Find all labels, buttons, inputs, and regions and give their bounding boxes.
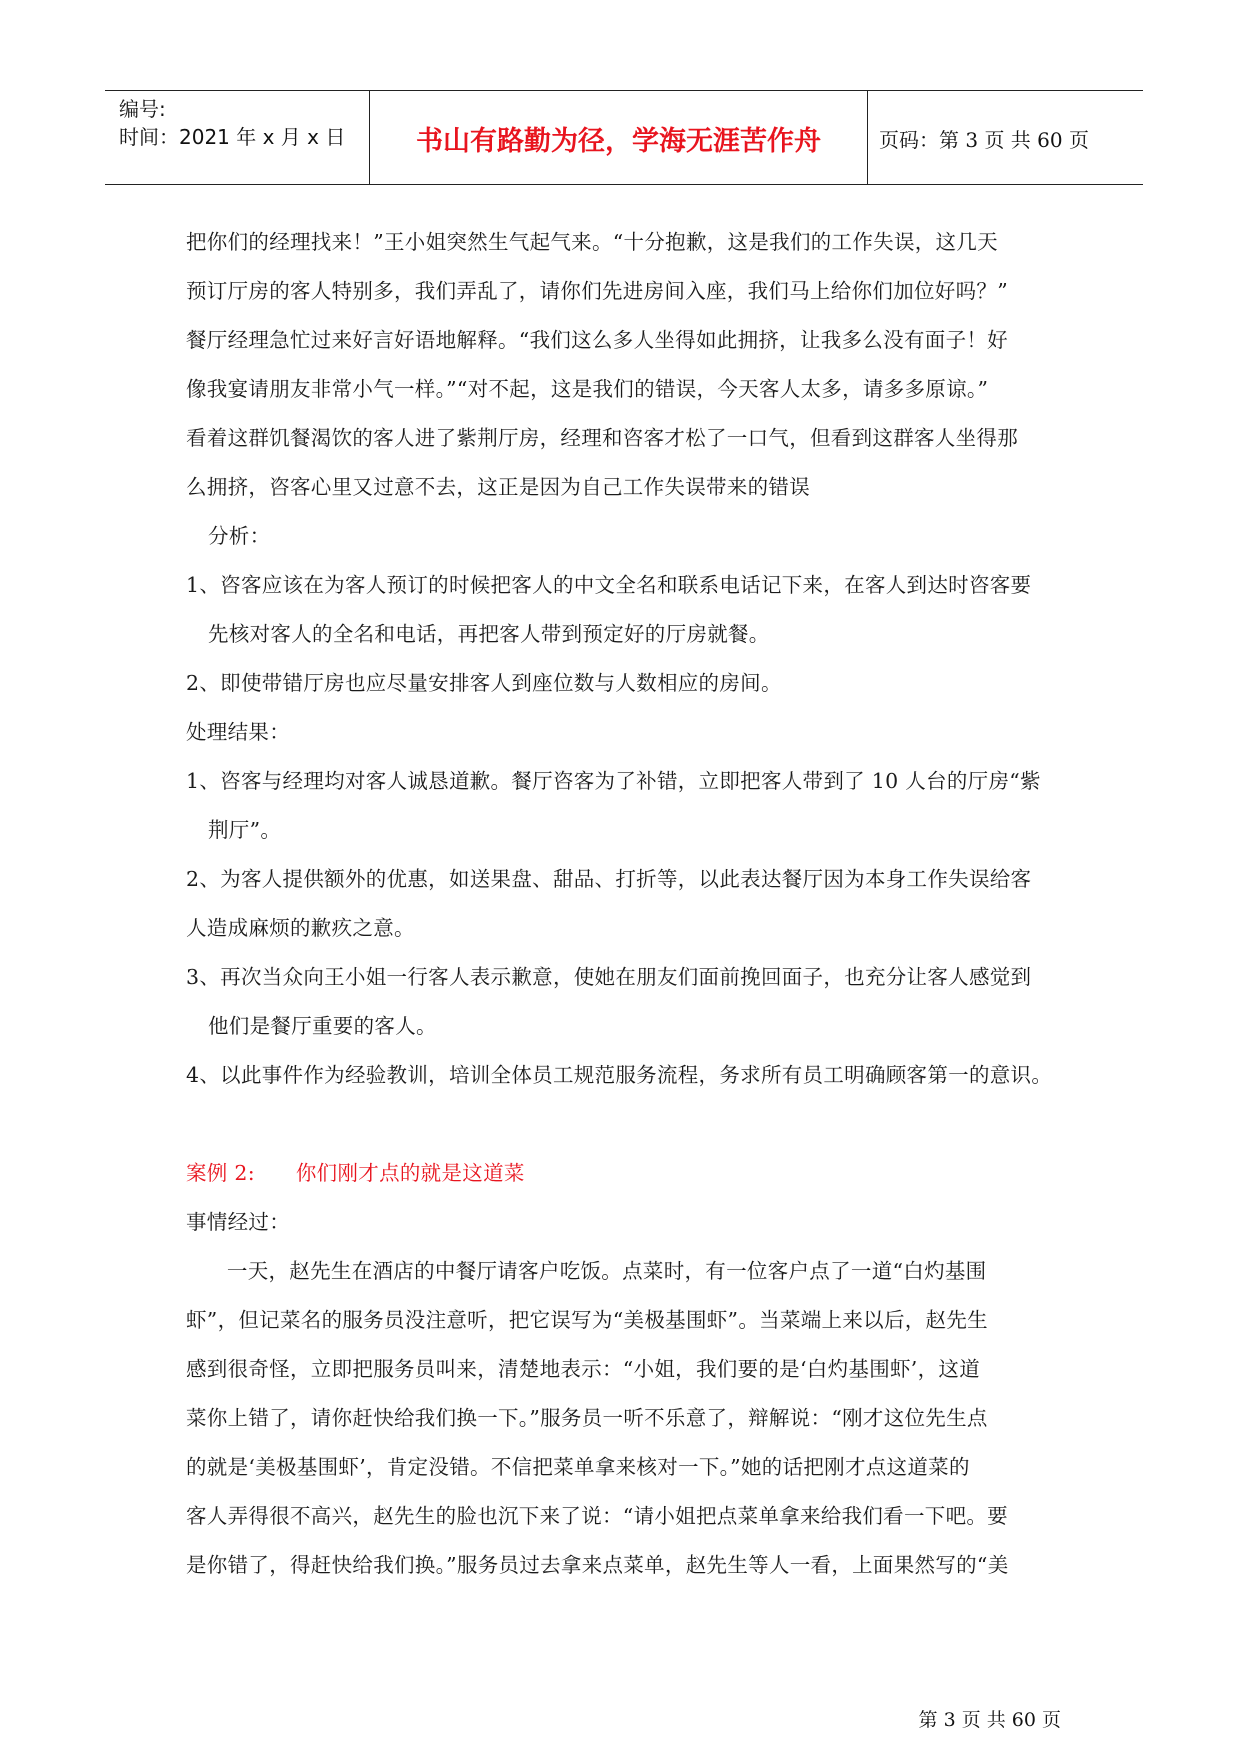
analysis-list [186, 561, 1066, 708]
document-body [186, 218, 1066, 1590]
text-line: 把你们的经理找来！”王小姐突然生气起气来。“十分抱歉，这是我们的工作失误，这几天 [186, 230, 998, 254]
text-line: 一天，赵先生在酒店的中餐厅请客户吃饭。点菜时，有一位客户点了一道“白灼基围 [186, 1259, 987, 1283]
number-label: 编号: [119, 97, 166, 121]
list-item: 2、为客人提供额外的优惠，如送果盘、甜品、打折等，以此表达餐厅因为本身工作失误给客 [186, 867, 1032, 891]
paragraph-1 [186, 218, 1066, 512]
motto: 书山有路勤为径，学海无涯苦作舟 [416, 126, 821, 157]
text-line: 的就是‘美极基围虾’，肯定没错。不信把菜单拿来核对一下。”她的话把刚才点这道菜的 [186, 1455, 970, 1479]
list-item: 1、咨客与经理均对客人诚恳道歉。餐厅咨客为了补错，立即把客人带到了 10 人台的厅房“紫 [186, 769, 1041, 793]
event-label: 事情经过： [186, 1210, 290, 1234]
text-line: 像我宴请朋友非常小气一样。”“对不起，这是我们的错误，今天客人太多，请多多原谅。” [186, 377, 989, 401]
result-label: 处理结果： [186, 720, 290, 744]
text-line: 看着这群饥餐渴饮的客人进了紫荆厅房，经理和咨客才松了一口气，但看到这群客人坐得那 [186, 426, 1018, 450]
header-motto-cell [369, 91, 868, 184]
list-item: 4、以此事件作为经验教训，培训全体员工规范服务流程，务求所有员工明确顾客第一的意识。 [186, 1063, 1053, 1087]
list-item-continuation: 他们是餐厅重要的客人。 [208, 1014, 437, 1038]
list-item-continuation: 荆厅”。 [208, 818, 282, 842]
text-line: 虾”，但记菜名的服务员没注意听，把它误写为“美极基围虾”。当菜端上来以后，赵先生 [186, 1308, 988, 1332]
text-line: 预订厅房的客人特别多，我们弄乱了，请你们先进房间入座，我们马上给你们加位好吗？” [186, 279, 1008, 303]
text-line: 餐厅经理急忙过来好言好语地解释。“我们这么多人坐得如此拥挤，让我多么没有面子！好 [186, 328, 1008, 352]
page-footer: 第 3 页 共 60 页 [918, 1709, 1061, 1731]
analysis-label: 分析： [208, 524, 271, 548]
list-item: 3、再次当众向王小姐一行客人表示歉意，使她在朋友们面前挽回面子，也充分让客人感觉到 [186, 965, 1032, 989]
time-label: 时间：2021 年 x 月 x 日 [119, 125, 346, 149]
text-line: 是你错了，得赶快给我们换。”服务员过去拿来点菜单，赵先生等人一看，上面果然写的“美 [186, 1553, 1009, 1577]
list-item-continuation: 先核对客人的全名和电话，再把客人带到预定好的厅房就餐。 [208, 622, 770, 646]
paragraph-2 [186, 1247, 1066, 1590]
document-header [105, 90, 1143, 185]
list-item: 2、即使带错厅房也应尽量安排客人到座位数与人数相应的房间。 [186, 671, 782, 695]
page-info: 页码：第 3 页 共 60 页 [879, 128, 1089, 152]
list-item-continuation: 人造成麻烦的歉疚之意。 [186, 916, 415, 940]
results-list [186, 757, 1066, 1100]
text-line: 客人弄得很不高兴，赵先生的脸也沉下来了说：“请小姐把点菜单拿来给我们看一下吧。要 [186, 1504, 1008, 1528]
case-2-title: 案例 2: 你们刚才点的就是这道菜 [186, 1161, 525, 1185]
text-line: 感到很奇怪，立即把服务员叫来，清楚地表示：“小姐，我们要的是‘白灼基围虾’，这道 [186, 1357, 981, 1381]
text-line: 菜你上错了，请你赶快给我们换一下。”服务员一听不乐意了，辩解说：“刚才这位先生点 [186, 1406, 988, 1430]
header-left-cell [105, 91, 369, 184]
text-line: 么拥挤，咨客心里又过意不去，这正是因为自己工作失误带来的错误 [186, 475, 810, 499]
list-item: 1、咨客应该在为客人预订的时候把客人的中文全名和联系电话记下来，在客人到达时咨客要 [186, 573, 1032, 597]
header-page-cell [868, 91, 1143, 184]
section-spacer [186, 1100, 1066, 1149]
